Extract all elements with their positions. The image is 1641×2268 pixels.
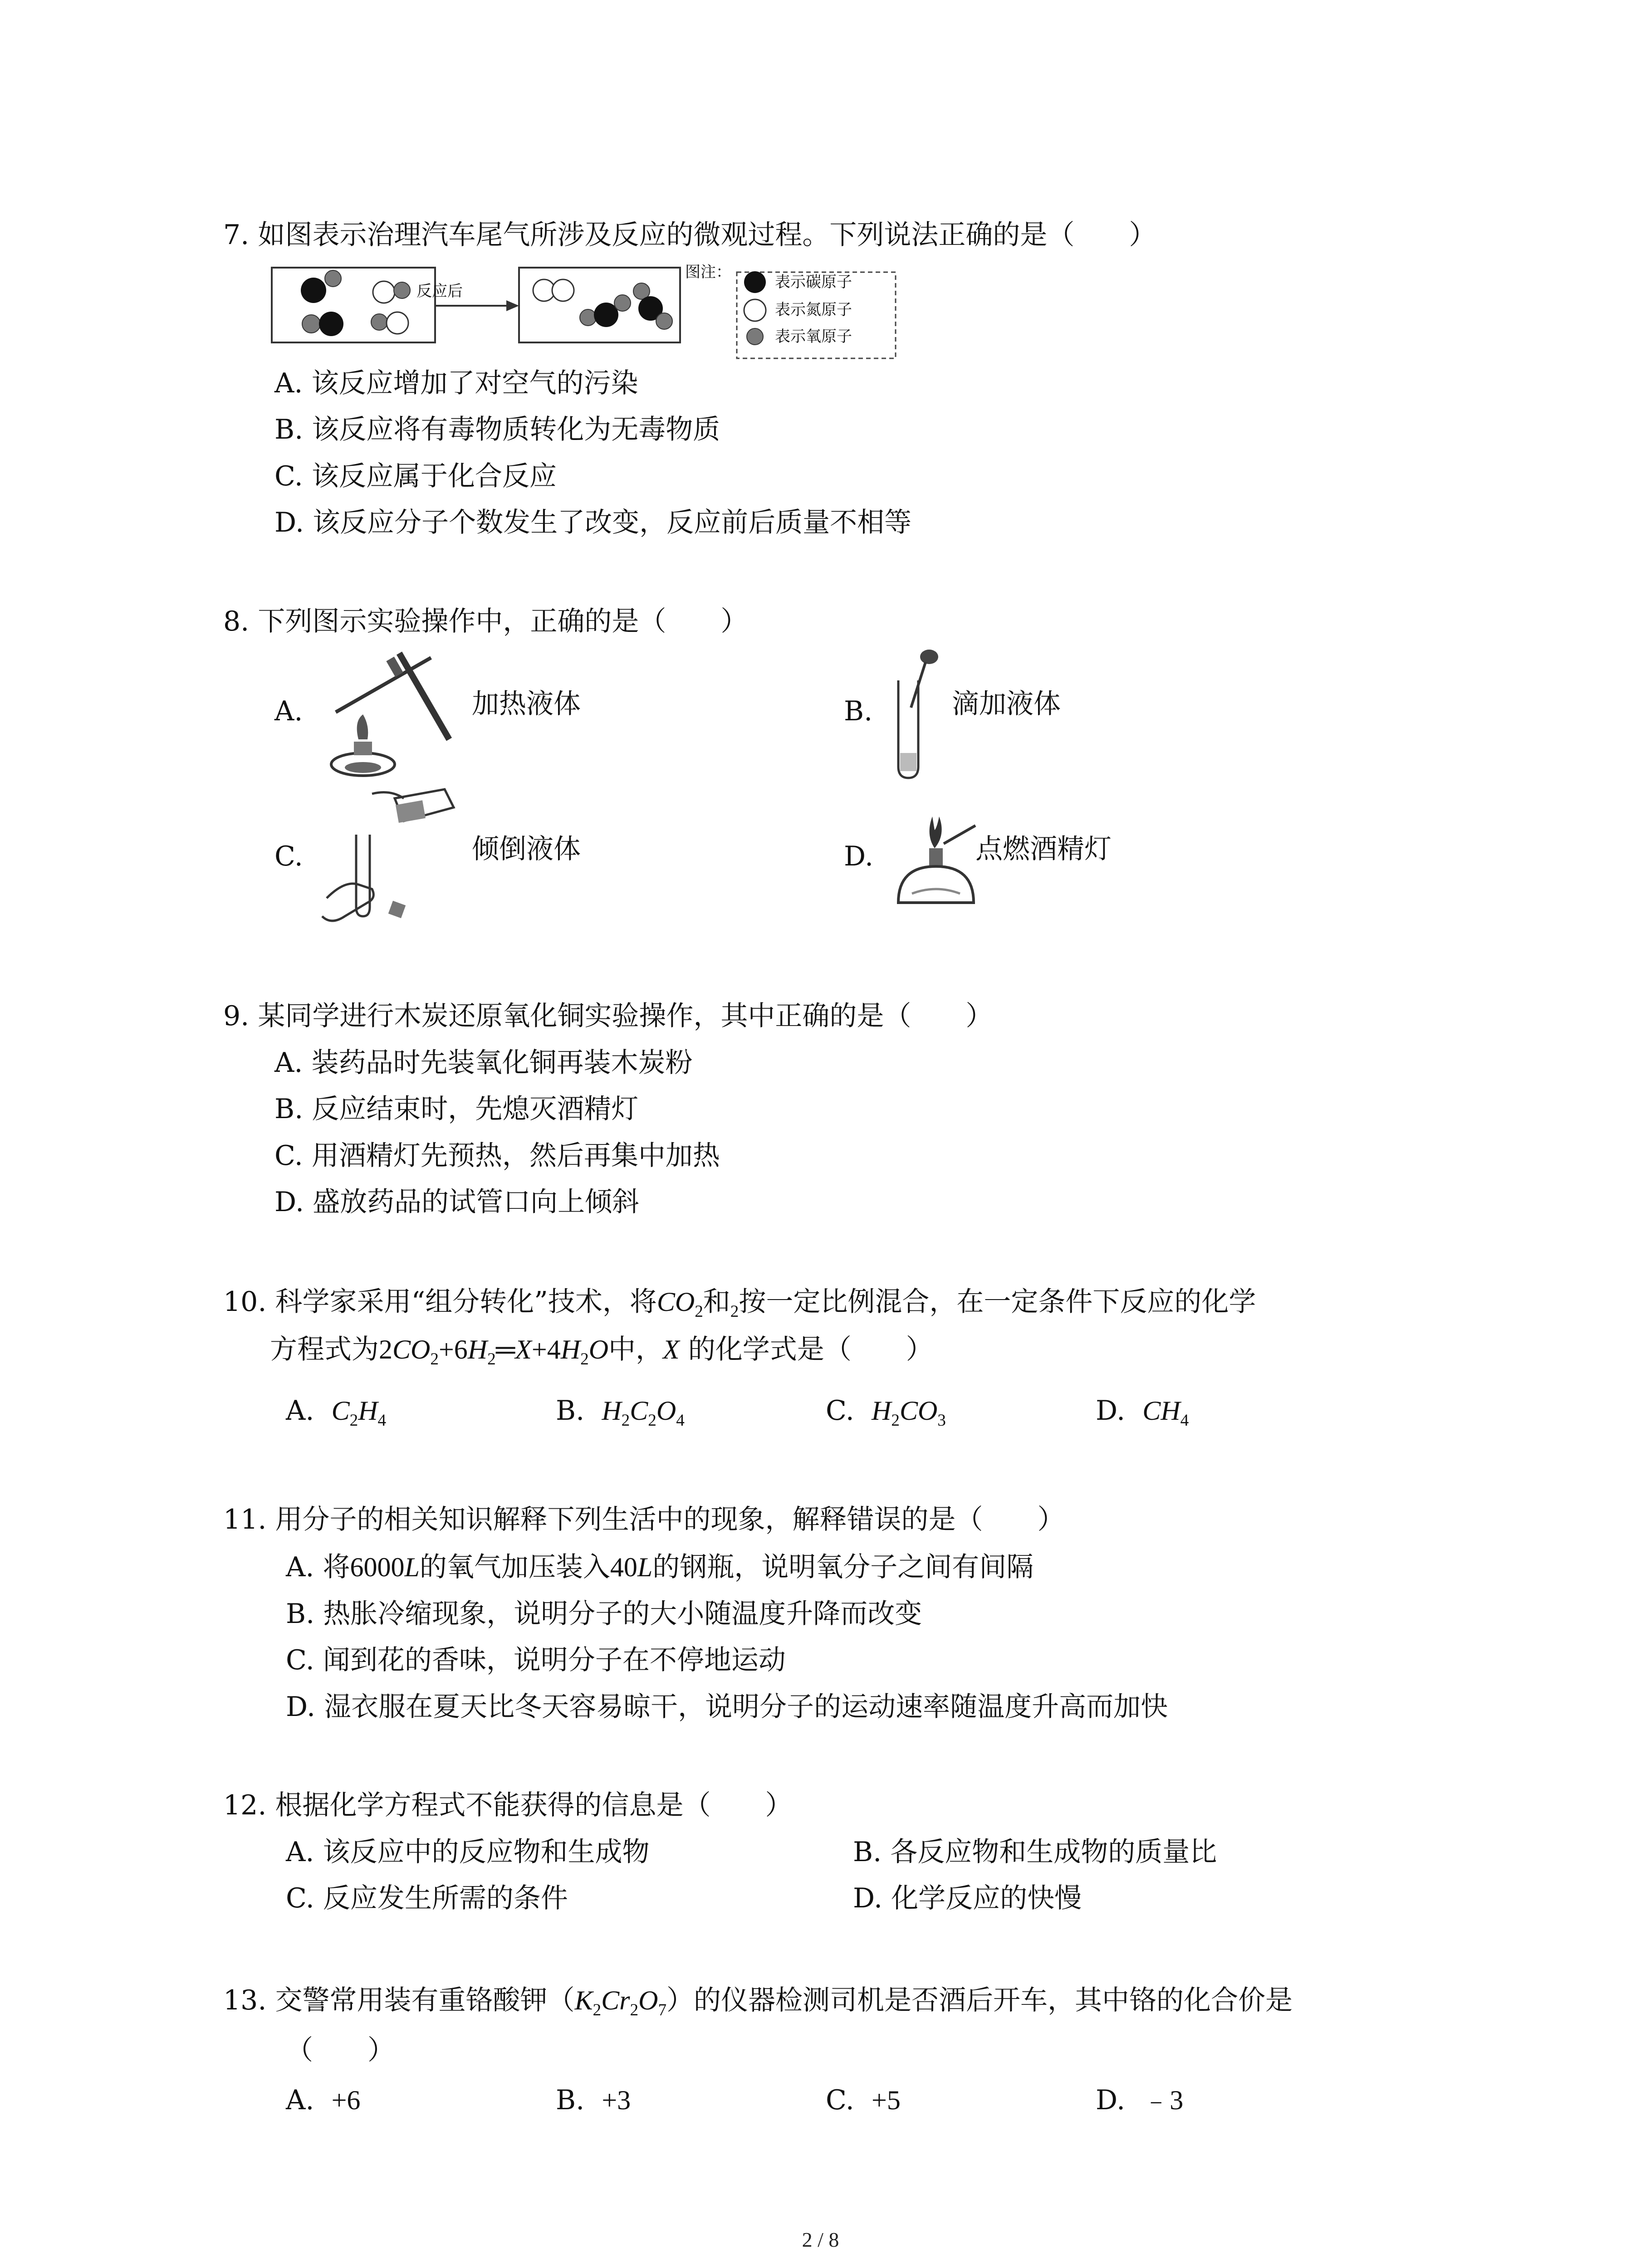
q7-option-d: D. 该反应分子个数发生了改变，反应前后质量不相等 bbox=[274, 507, 912, 538]
question-9-stem: 9. 某同学进行木炭还原氧化铜实验操作，其中正确的是（ ） bbox=[223, 1000, 993, 1032]
q13-option-c: C. +5 bbox=[826, 2084, 901, 2116]
q10-option-d: D. $CH_4$ bbox=[1096, 1395, 1189, 1430]
oxygen-atom bbox=[325, 270, 341, 287]
q8-option-c-caption: 倾倒液体 bbox=[472, 833, 581, 865]
q8-option-b-caption: 滴加液体 bbox=[952, 688, 1061, 720]
dropping-liquid-icon bbox=[889, 644, 953, 780]
question-13-stem-line2: （ ） bbox=[286, 2034, 395, 2066]
q12-option-c: C. 反应发生所需的条件 bbox=[286, 1882, 568, 1914]
q11-option-b: B. 热胀冷缩现象，说明分子的大小随温度升降而改变 bbox=[286, 1598, 922, 1630]
nitrogen-atom bbox=[552, 279, 574, 301]
oxygen-atom bbox=[371, 314, 387, 330]
question-7-stem: 7. 如图表示治理汽车尾气所涉及反应的微观过程。下列说法正确的是（ ） bbox=[223, 219, 1156, 251]
q8-option-d-caption: 点燃酒精灯 bbox=[975, 833, 1112, 865]
q11-option-a: A. 将6000L的氧气加压装入40L的钢瓶，说明氧分子之间有间隔 bbox=[286, 1551, 1034, 1583]
q8-option-b-letter: B. bbox=[844, 695, 873, 727]
pouring-liquid-icon bbox=[318, 780, 463, 930]
arrow-label: 反应后 bbox=[416, 282, 463, 300]
q9-option-d: D. 盛放药品的试管口向上倾斜 bbox=[274, 1186, 640, 1218]
q9-option-a: A. 装药品时先装氧化铜再装木炭粉 bbox=[274, 1047, 693, 1079]
q13-option-b: B. +3 bbox=[556, 2084, 631, 2116]
carbon-legend-icon bbox=[744, 271, 766, 293]
lighting-lamp-icon bbox=[889, 807, 980, 912]
legend-oxygen-label: 表示氧原子 bbox=[775, 327, 852, 346]
oxygen-atom bbox=[302, 315, 320, 333]
formula-co2: $CO_2$ bbox=[656, 1287, 703, 1321]
q8-option-a-letter: A. bbox=[274, 695, 303, 727]
nitrogen-legend-icon bbox=[744, 299, 766, 321]
carbon-atom bbox=[319, 312, 343, 336]
oxygen-atom bbox=[656, 313, 672, 329]
q7-option-b: B. 该反应将有毒物质转化为无毒物质 bbox=[274, 414, 720, 445]
question-12-stem: 12. 根据化学方程式不能获得的信息是（ ） bbox=[223, 1789, 793, 1821]
q7-option-c: C. 该反应属于化合反应 bbox=[274, 460, 557, 492]
legend-title: 图注： bbox=[685, 263, 731, 281]
q10-option-b: B. $H_2C_2O_4$ bbox=[556, 1395, 685, 1430]
q11-option-c: C. 闻到花的香味，说明分子在不停地运动 bbox=[286, 1644, 786, 1676]
q11-option-d: D. 湿衣服在夏天比冬天容易晾干，说明分子的运动速率随温度升高而加快 bbox=[286, 1691, 1168, 1723]
q7-option-a: A. 该反应增加了对空气的污染 bbox=[274, 367, 638, 399]
q8-option-c-letter: C. bbox=[274, 841, 303, 872]
q12-option-b: B. 各反应物和生成物的质量比 bbox=[853, 1836, 1217, 1868]
chemical-equation: $2CO_2+6H_2═X+4H_2O$ bbox=[379, 1334, 609, 1369]
oxygen-legend-icon bbox=[747, 328, 763, 345]
question-10-stem-line1: 10. 科学家采用“组分转化”技术，将$CO_2$和$_2$按一定比例混合，在一定条件下反应的化学 bbox=[223, 1286, 1256, 1321]
question-13-stem-line1: 13. 交警常用装有重铬酸钾$(K_2Cr_2O_7)$的仪器检测司机是否酒后开车，其中铬的化合价是 bbox=[223, 1984, 1293, 2020]
legend-carbon-label: 表示碳原子 bbox=[775, 273, 852, 291]
q9-option-b: B. 反应结束时，先熄灭酒精灯 bbox=[274, 1093, 639, 1125]
heating-liquid-icon bbox=[318, 649, 454, 785]
nitrogen-atom bbox=[373, 281, 395, 303]
before-reaction-box bbox=[272, 268, 435, 342]
q13-option-d: D. ﹣3 bbox=[1096, 2084, 1184, 2116]
q13-option-a: A. +6 bbox=[286, 2084, 361, 2116]
legend-nitrogen-label: 表示氮原子 bbox=[775, 301, 852, 319]
oxygen-atom bbox=[614, 295, 631, 311]
question-8-stem: 8. 下列图示实验操作中，正确的是（ ） bbox=[223, 606, 748, 637]
page-number: 2 / 8 bbox=[802, 2228, 839, 2251]
q8-option-a-caption: 加热液体 bbox=[472, 688, 581, 720]
formula-k2cr2o7: $K_2Cr_2O_7$ bbox=[574, 1985, 667, 2020]
carbon-atom bbox=[301, 278, 326, 303]
question-10-stem-line2: 方程式为$2CO_2+6H_2═X+4H_2O$中，X 的化学式是（ ） bbox=[270, 1334, 933, 1369]
q10-option-c: C. $H_2CO_3$ bbox=[826, 1395, 946, 1430]
q12-option-d: D. 化学反应的快慢 bbox=[853, 1882, 1082, 1914]
oxygen-atom bbox=[394, 282, 410, 298]
q12-option-a: A. 该反应中的反应物和生成物 bbox=[286, 1836, 650, 1868]
question-11-stem: 11. 用分子的相关知识解释下列生活中的现象，解释错误的是（ ） bbox=[223, 1504, 1065, 1535]
nitrogen-atom bbox=[387, 312, 408, 334]
q10-option-a: A. $C_2H_4$ bbox=[286, 1395, 387, 1430]
q9-option-c: C. 用酒精灯先预热，然后再集中加热 bbox=[274, 1140, 720, 1172]
oxygen-atom bbox=[580, 309, 596, 326]
q8-option-d-letter: D. bbox=[844, 841, 874, 872]
formula-h2: 2 bbox=[730, 1302, 739, 1321]
